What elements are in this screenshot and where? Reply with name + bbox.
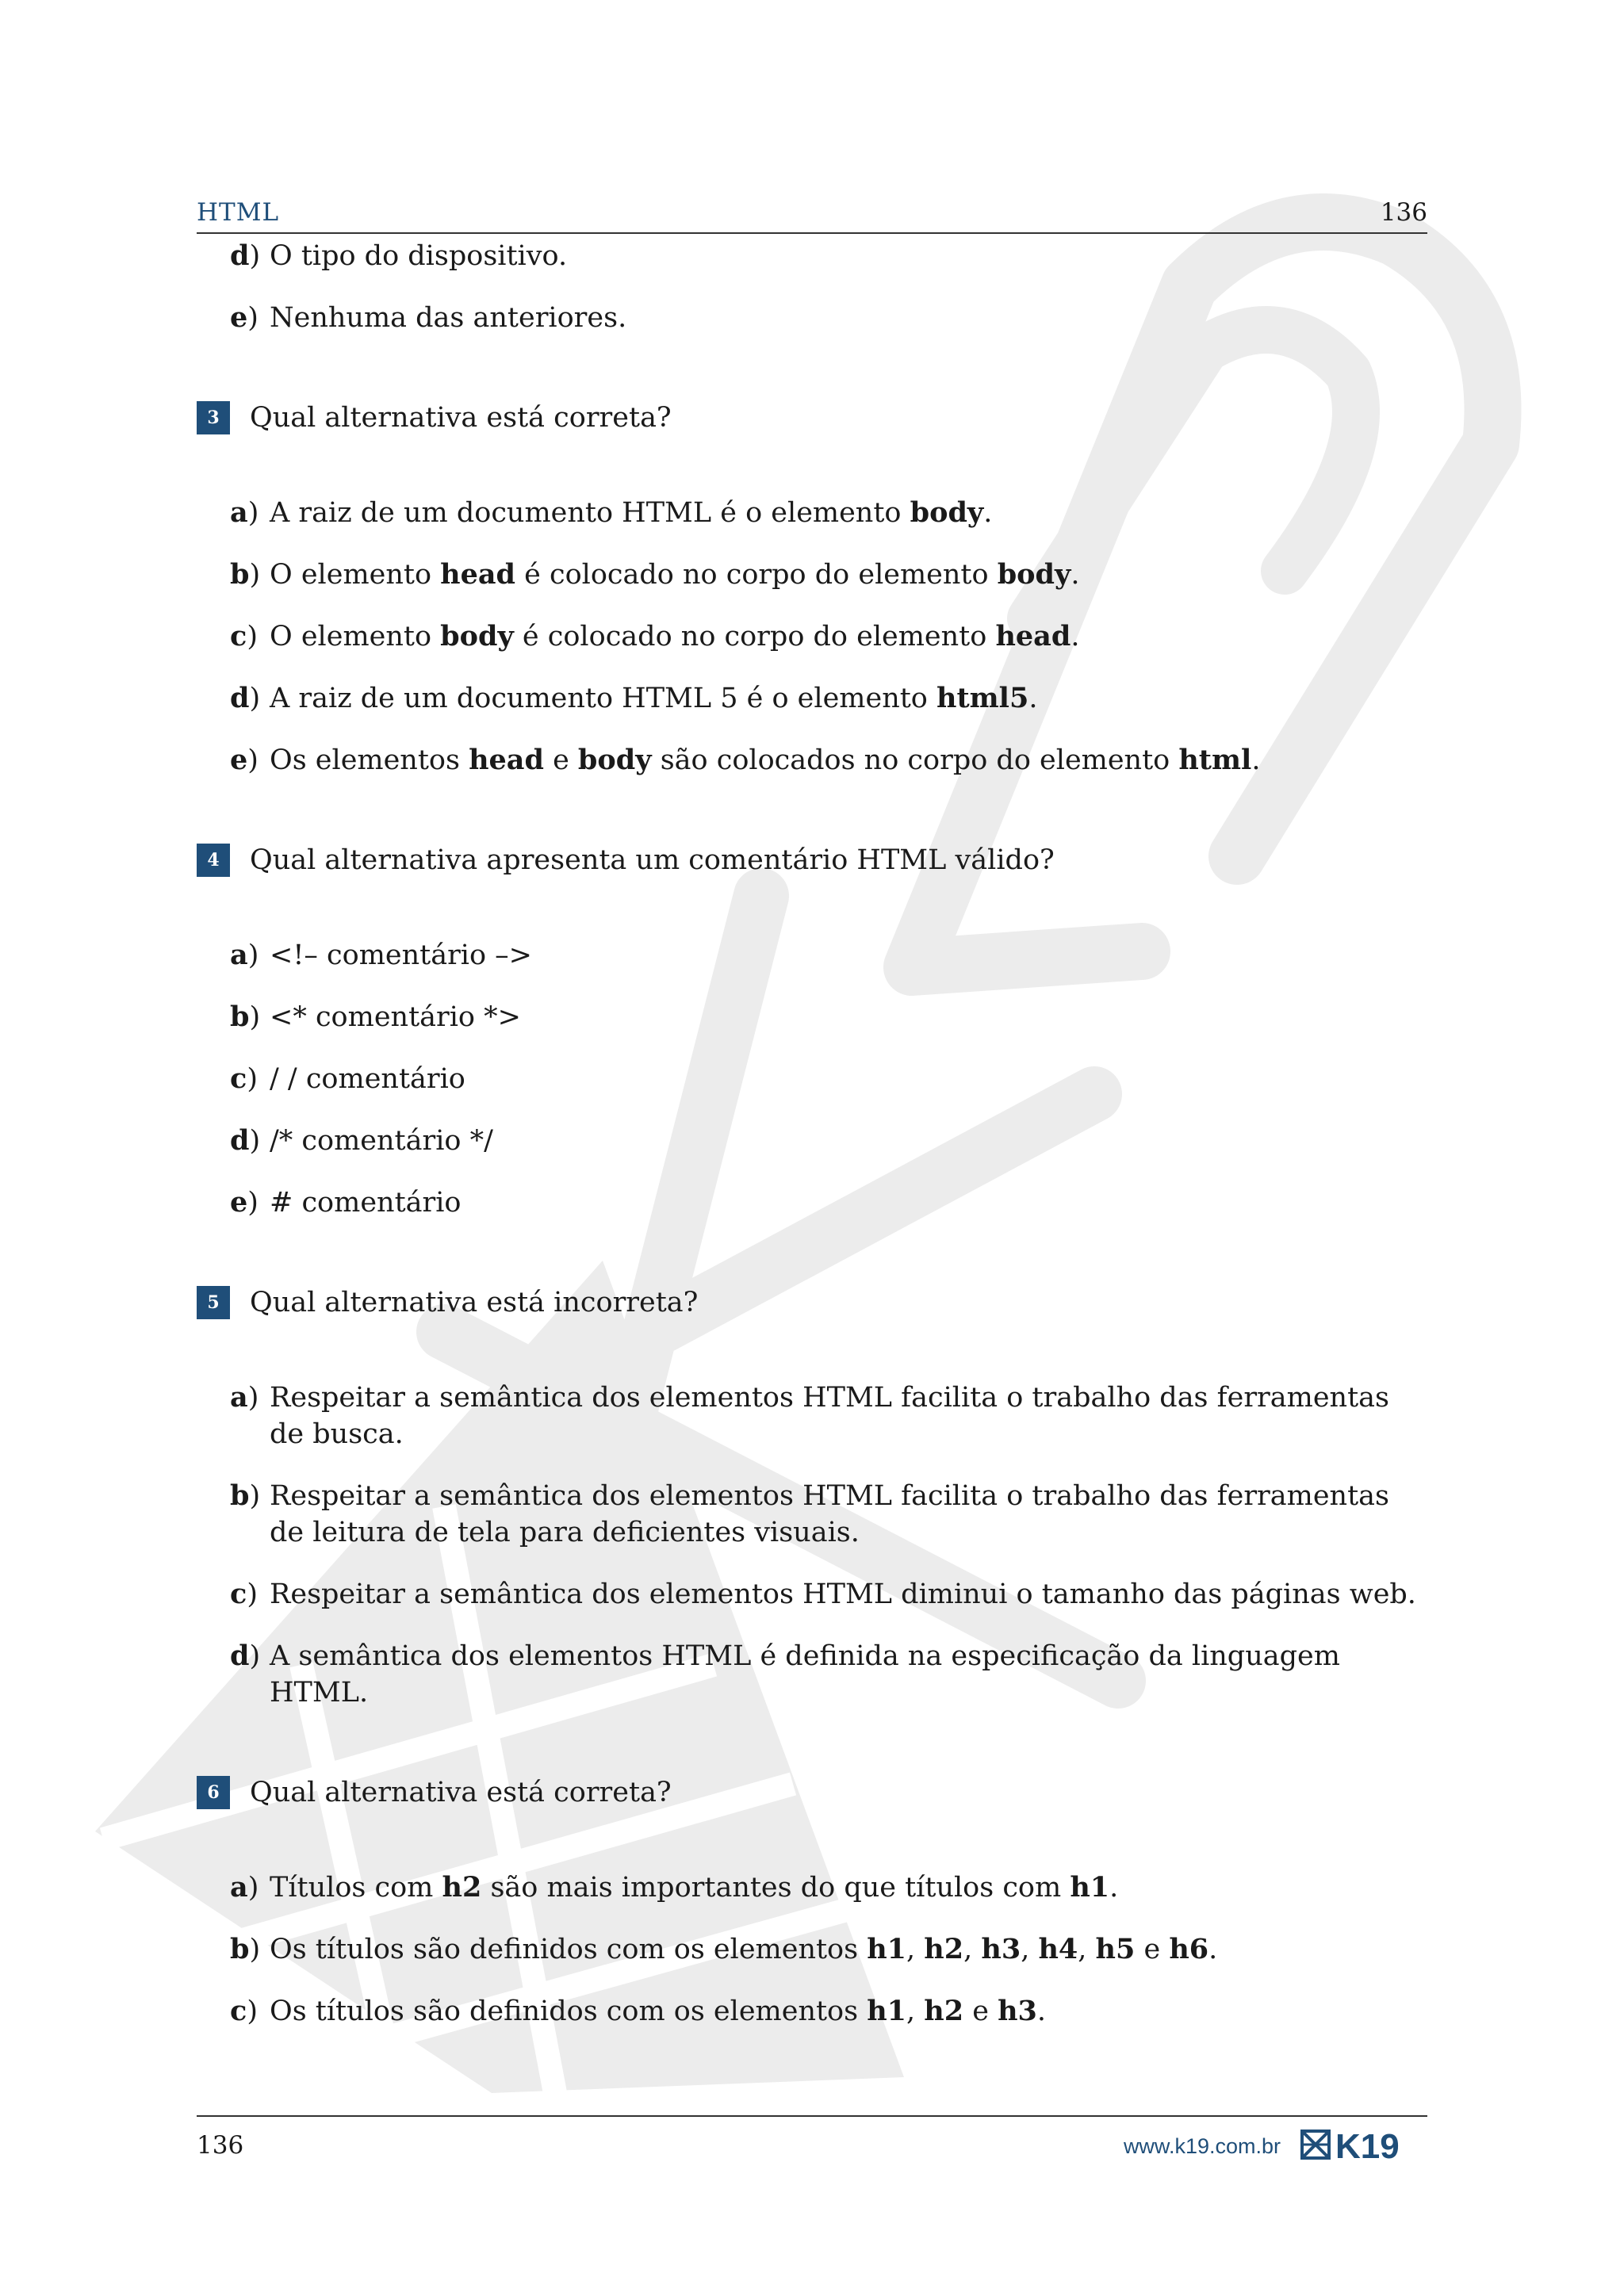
- alternative-letter: e): [230, 301, 259, 334]
- question-number-badge: 3: [197, 401, 230, 434]
- alternative-text: A raiz de um documento HTML é o elemento body.: [270, 496, 993, 529]
- alternative-letter: b): [230, 1933, 261, 1965]
- alternative-letter: b): [230, 1479, 261, 1512]
- question-number-badge: 6: [197, 1776, 230, 1809]
- alternative-letter: d): [230, 239, 261, 272]
- alternative-text: Respeitar a semântica dos elementos HTML facilita o trabalho das ferramentas de busca.: [270, 1382, 1389, 1450]
- alternative-letter: a): [230, 1871, 259, 1904]
- footer-url-link[interactable]: www.k19.com.br: [1123, 2134, 1281, 2158]
- alternative-c: [197, 1993, 1427, 2030]
- question-text: Qual alternativa está incorreta?: [250, 1287, 699, 1318]
- alternative-text: Os títulos são definidos com os elementos h1, h2, h3, h4, h5 e h6.: [270, 1933, 1218, 1965]
- alternative-text: Títulos com h2 são mais importantes do que títulos com h1.: [270, 1871, 1119, 1904]
- alternative-letter: a): [230, 939, 259, 971]
- alternative-text: Nenhuma das anteriores.: [270, 302, 627, 334]
- alternative-letter: d): [230, 1640, 261, 1672]
- question-text: Qual alternativa apresenta um comentário HTML válido?: [250, 844, 1055, 876]
- alternative-letter: c): [230, 620, 258, 652]
- question-heading: [197, 1284, 1427, 1321]
- alternative-letter: d): [230, 1124, 261, 1157]
- alternative-text: O elemento body é colocado no corpo do elemento head.: [270, 620, 1080, 652]
- alternative-e: [197, 300, 1427, 336]
- alternative-a: [197, 1869, 1427, 1906]
- alternative-letter: c): [230, 1062, 258, 1095]
- alternative-c: [197, 1061, 1427, 1097]
- alternative-b: [197, 999, 1427, 1035]
- alternative-d: [197, 1123, 1427, 1159]
- header-section-title: HTML: [197, 198, 280, 227]
- alternative-text: Respeitar a semântica dos elementos HTML facilita o trabalho das ferramentas de leitura de tela para deficientes visuais.: [270, 1480, 1389, 1548]
- alternative-letter: a): [230, 1381, 259, 1414]
- alternative-b: [197, 1931, 1427, 1968]
- header-page-number: 136: [1380, 198, 1427, 227]
- alternative-d: [197, 1638, 1427, 1711]
- question-number-badge: 5: [197, 1286, 230, 1319]
- alternative-b: [197, 1478, 1427, 1551]
- alternative-d: [197, 680, 1427, 717]
- question-number-badge: 4: [197, 844, 230, 877]
- alternative-e: [197, 1184, 1427, 1221]
- alternative-a: [197, 495, 1427, 531]
- page-header: [197, 197, 1427, 234]
- svg-text:K19: K19: [1335, 2127, 1400, 2163]
- alternative-letter: b): [230, 1001, 261, 1033]
- alternative-text: /* comentário */: [270, 1125, 493, 1157]
- alternative-text: <* comentário *>: [270, 1001, 521, 1033]
- question-heading: [197, 842, 1427, 878]
- alternative-text: O elemento head é colocado no corpo do elemento body.: [270, 558, 1080, 591]
- question-text: Qual alternativa está correta?: [250, 402, 672, 434]
- exercise-list: [197, 238, 1427, 2055]
- alternative-a: [197, 937, 1427, 974]
- alternative-text: A semântica dos elementos HTML é definida na especificação da linguagem HTML.: [270, 1640, 1340, 1709]
- alternative-letter: a): [230, 496, 259, 529]
- alternative-e: [197, 742, 1427, 779]
- alternative-text: <!– comentário –>: [270, 939, 533, 971]
- alternative-text: Os títulos são definidos com os elementos h1, h2 e h3.: [270, 1995, 1047, 2027]
- alternative-text: A raiz de um documento HTML 5 é o elemento html5.: [270, 682, 1038, 714]
- k19-logo: [1300, 2126, 1427, 2163]
- alternative-letter: d): [230, 682, 261, 714]
- alternative-text: # comentário: [270, 1187, 462, 1219]
- question-heading: [197, 1774, 1427, 1811]
- alternative-letter: c): [230, 1995, 258, 2027]
- alternative-c: [197, 618, 1427, 655]
- alternative-a: [197, 1380, 1427, 1452]
- question-heading: [197, 400, 1427, 436]
- alternative-letter: e): [230, 1186, 259, 1219]
- alternative-text: / / comentário: [270, 1063, 465, 1095]
- question-text: Qual alternativa está correta?: [250, 1777, 672, 1808]
- alternative-letter: c): [230, 1578, 258, 1610]
- alternative-c: [197, 1576, 1427, 1613]
- page-footer: [197, 2115, 1427, 2172]
- alternative-text: O tipo do dispositivo.: [270, 240, 568, 272]
- alternative-text: Os elementos head e body são colocados no corpo do elemento html.: [270, 744, 1261, 776]
- alternative-text: Respeitar a semântica dos elementos HTML diminui o tamanho das páginas web.: [270, 1578, 1416, 1610]
- alternative-letter: b): [230, 558, 261, 591]
- footer-page-number: 136: [197, 2131, 244, 2160]
- alternative-d: [197, 238, 1427, 274]
- alternative-b: [197, 557, 1427, 593]
- alternative-letter: e): [230, 744, 259, 776]
